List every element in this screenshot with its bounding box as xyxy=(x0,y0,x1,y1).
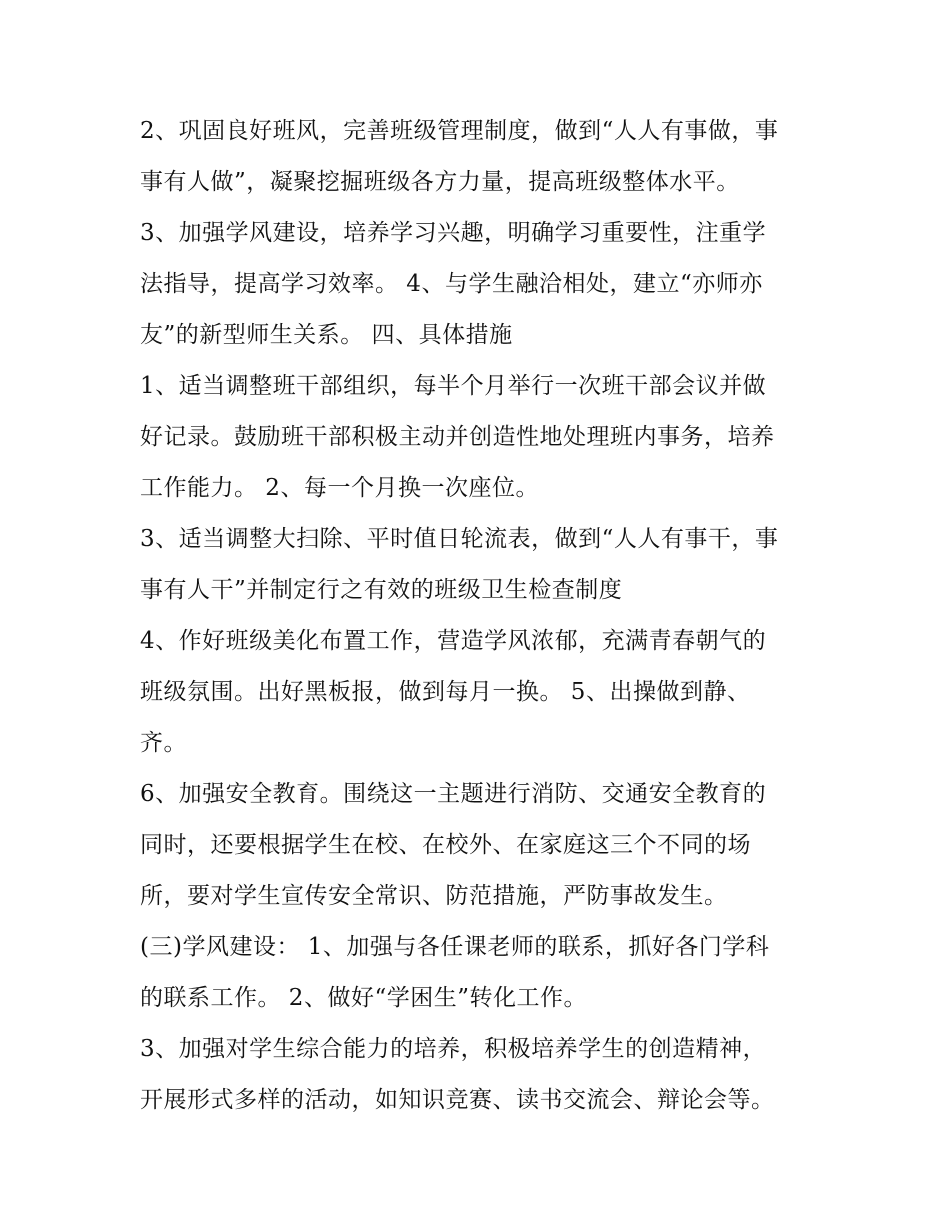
text-line: 1、适当调整班干部组织，每半个月举行一次班干部会议并做 xyxy=(140,373,767,399)
text-line: 友”的新型师生关系。 四、具体措施 xyxy=(140,322,513,348)
text-line: 3、加强学风建设，培养学习兴趣，明确学习重要性，注重学 xyxy=(140,220,767,246)
text-line: 的联系工作。 2、做好“学困生”转化工作。 xyxy=(140,985,587,1011)
text-line: (三)学风建设： 1、加强与各任课老师的联系，抓好各门学科 xyxy=(140,934,770,960)
text-line: 班级氛围。出好黑板报，做到每月一换。 5、出操做到静、 xyxy=(140,679,751,705)
text-line: 6、加强安全教育。围绕这一主题进行消防、交通安全教育的 xyxy=(140,781,767,807)
text-line: 法指导，提高学习效率。 4、与学生融洽相处，建立“亦师亦 xyxy=(140,271,763,297)
text-line: 开展形式多样的活动，如知识竞赛、读书交流会、辩论会等。 xyxy=(140,1087,775,1113)
text-line: 工作能力。 2、每一个月换一次座位。 xyxy=(140,475,539,501)
text-line: 2、巩固良好班风，完善班级管理制度，做到“人人有事做，事 xyxy=(140,118,779,144)
text-line: 事有人做”，凝聚挖掘班级各方力量，提高班级整体水平。 xyxy=(140,169,740,195)
text-line: 3、适当调整大扫除、平时值日轮流表，做到“人人有事干，事 xyxy=(140,526,779,552)
text-line: 好记录。鼓励班干部积极主动并创造性地处理班内事务，培养 xyxy=(140,424,775,450)
text-line: 同时，还要根据学生在校、在校外、在家庭这三个不同的场 xyxy=(140,832,751,858)
text-line: 所，要对学生宣传安全常识、防范措施，严防事故发生。 xyxy=(140,883,728,909)
text-line: 4、作好班级美化布置工作，营造学风浓郁，充满青春朝气的 xyxy=(140,628,767,654)
text-line: 事有人干”并制定行之有效的班级卫生检查制度 xyxy=(140,577,623,603)
text-line: 3、加强对学生综合能力的培养，积极培养学生的创造精神， xyxy=(140,1036,767,1062)
text-line: 齐。 xyxy=(140,730,187,756)
document-body xyxy=(140,106,820,1126)
